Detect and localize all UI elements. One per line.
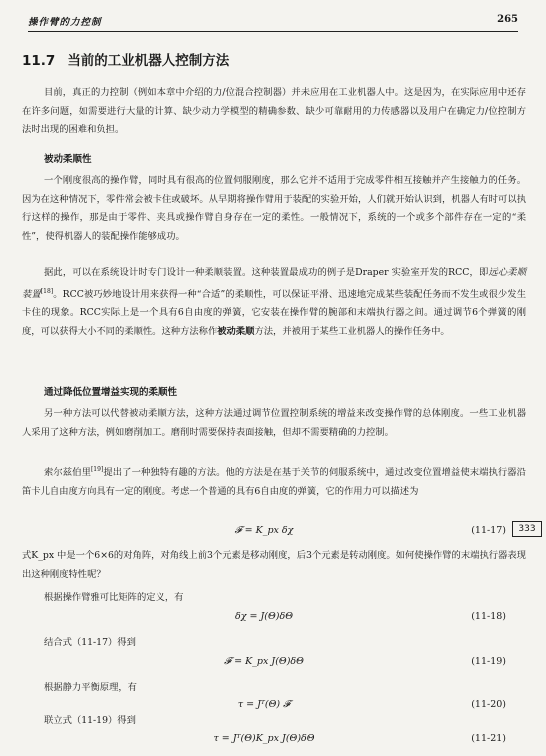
running-title: 操作臂的力控制 xyxy=(28,17,102,28)
equation-11-19: 𝓕 = K_px J(Θ)δΘ (11-19) xyxy=(224,656,506,667)
running-header xyxy=(28,14,518,32)
section-heading xyxy=(22,49,229,69)
equation-11-17 xyxy=(22,525,506,541)
citation-19: [19] xyxy=(90,466,104,473)
equation-formula: 𝓕 = K_px δχ xyxy=(234,525,294,536)
text-combine-11-17: 结合式（11-17）得到 xyxy=(44,637,136,648)
equation-11-18: δχ = J(Θ)δΘ (11-18) xyxy=(235,611,506,622)
passive-paragraph-1: 一个刚度很高的操作臂，同时具有很高的位置伺服刚度，那么它并不适用于完成零件相互接触并产生接触力的任务。因为在这种情况下，零件常会被卡住或破坏。从早期将操作臂用于装配的实验开始，人们就开始认识到，机器人有时可以执行这样的操作，那是由于零件、夹具或操作臂自身存在一定的柔性。一般情况下，系统的一个或多个部件存在一定的“柔性”，使得机器人的装配操作能够成功。 xyxy=(22,175,526,242)
intro-paragraph: 目前，真正的力控制（例如本章中介绍的力/位混合控制器）并未应用在工业机器人中。这是因为，在实际应用中还存在许多问题，如需要进行大量的计算、缺少动力学模型的精确参数、缺少可靠耐用的力传感器以及用户在确定力/位控制方法时出现的困难和负担。 xyxy=(22,87,526,136)
gain-paragraph-1: 另一种方法可以代替被动柔顺方法，这种方法通过调节位置控制系统的增益来改变操作臂的总体刚度。一些工业机器人采用了这种方法，例如磨削加工。磨削时需要保持表面接触，但却不需要精确的力控制。 xyxy=(22,408,526,438)
page-number: 265 xyxy=(497,14,518,25)
equation-11-21: τ = Jᵀ(Θ)K_px J(Θ)δΘ (11-21) xyxy=(213,733,506,744)
header-rule xyxy=(28,31,518,32)
passive-compliance-term: 被动柔顺 xyxy=(217,325,255,337)
section-number: 11.7 xyxy=(22,53,56,69)
text-jacobian-def: 根据操作臂雅可比矩阵的定义，有 xyxy=(44,592,184,603)
citation-18: [18] xyxy=(40,287,54,295)
rcc-term: 远心柔顺装置 xyxy=(22,267,526,300)
subheading-gain-compliance: 通过降低位置增益实现的柔顺性 xyxy=(44,387,178,398)
gain-paragraph-2: 索尔兹伯里[19]提出了一种独特有趣的方法。他的方法是在基于关节的伺服系统中，通过改变位置增益使末端执行器沿笛卡儿自由度方向具有一定的刚度。考虑一个普通的具有6自由度的弹簧，它的作用力可以描述为 xyxy=(22,466,526,497)
equation-11-20: τ = Jᵀ(Θ) 𝓕 (11-20) xyxy=(237,699,506,710)
stiffness-paragraph: 式K_px 中是一个6×6的对角阵，对角线上前3个元素是移动刚度，后3个元素是转动刚度。如何使操作臂的末端执行器表现出这种刚度特性呢？ xyxy=(22,550,526,580)
subheading-passive-compliance: 被动柔顺性 xyxy=(44,154,92,165)
text-static-equilibrium: 根据静力平衡原理，有 xyxy=(44,682,137,693)
passive-paragraph-2: 据此，可以在系统设计时专门设计一种柔顺装置。这种装置最成功的例子是Draper 实验室开发的RCC，即远心柔顺装置[18]。RCC被巧妙地设计用来获得一种“合适”的柔顺性，可以保证平滑、迅速地完成某些装配任务而不发生或很少发生卡住的现象。RCC实际上是一个具有6自由度的弹簧，它安装在操作臂的腕部和末端执行器之间。通过调节6个弹簧的刚度，可以获得大小不同的柔顺性。这种方法称作被动柔顺方法，并被用于某些工业机器人的操作任务中。 xyxy=(22,267,527,337)
text-combine-11-19: 联立式（11-19）得到 xyxy=(44,715,136,726)
margin-page-ref: 333 xyxy=(512,521,542,537)
section-title: 当前的工业机器人控制方法 xyxy=(67,53,230,69)
equation-number: (11-17) xyxy=(471,525,506,536)
